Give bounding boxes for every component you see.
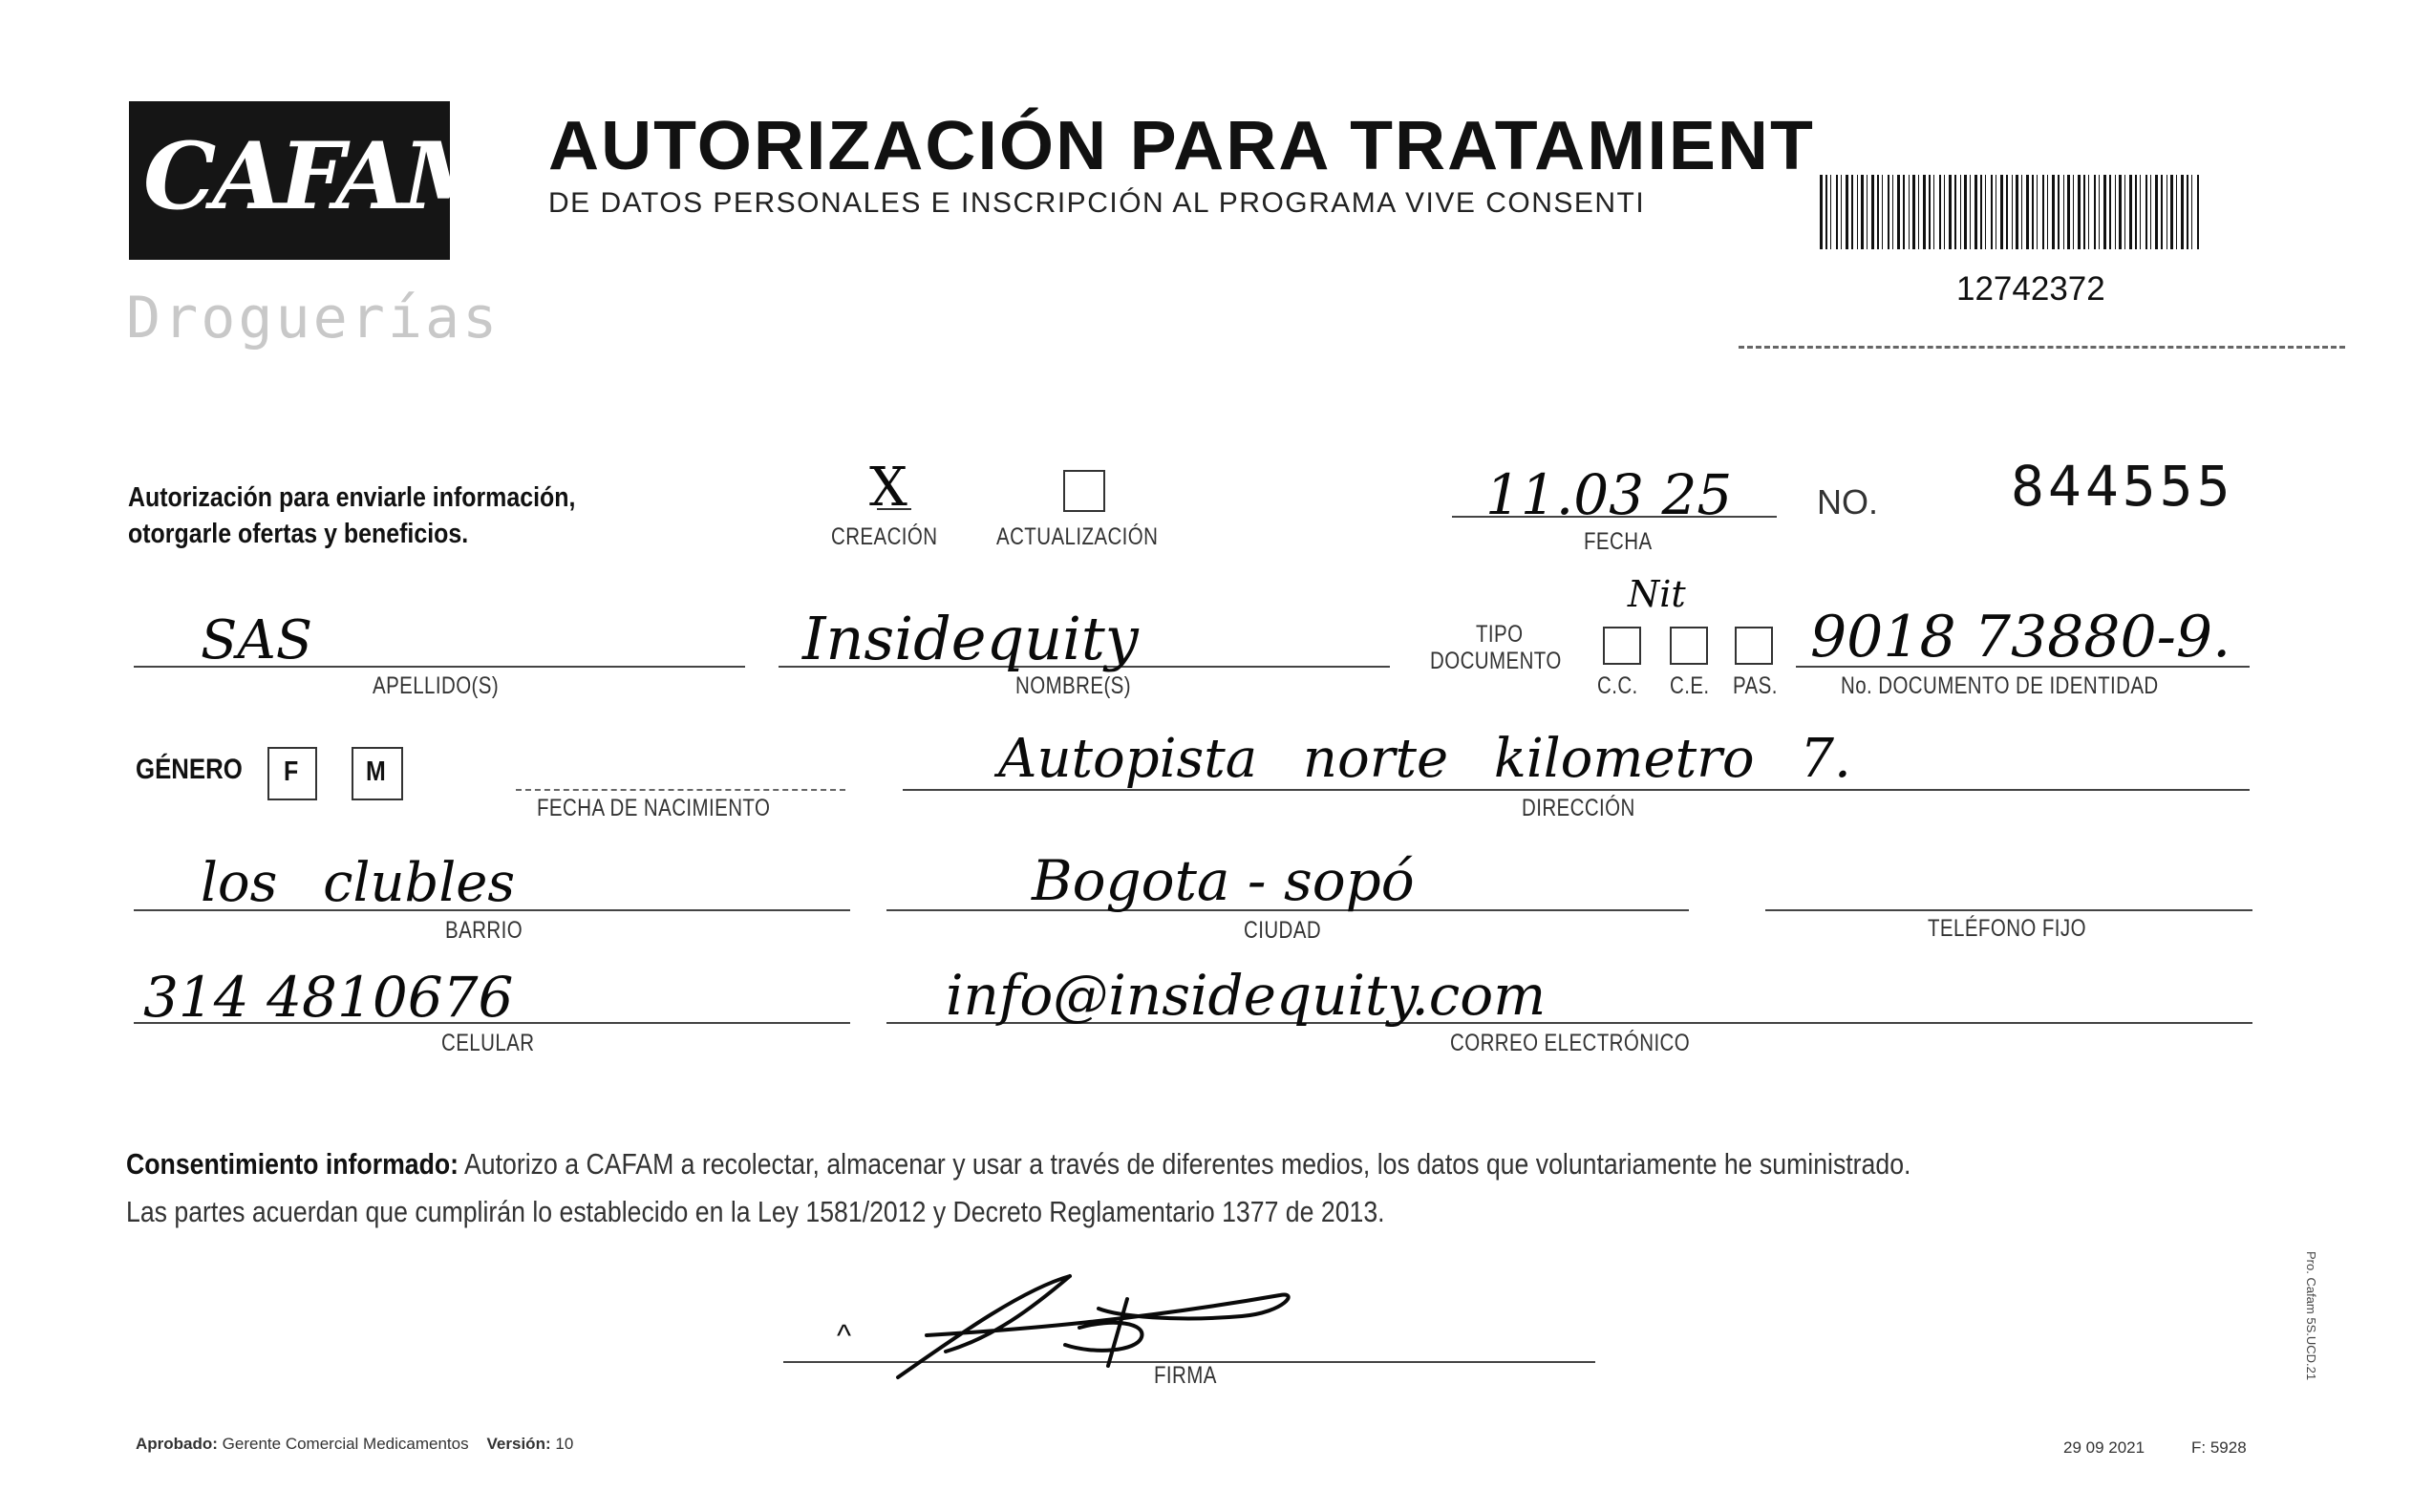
barcode-bar: [2176, 175, 2177, 249]
barcode-bar: [1974, 175, 1977, 249]
barcode-bar: [2170, 175, 2173, 249]
telefono-label: TELÉFONO FIJO: [1928, 915, 2086, 942]
barcode-bar: [2052, 175, 2055, 249]
form-title: AUTORIZACIÓN PARA TRATAMIENT: [548, 108, 1815, 184]
fecha-value[interactable]: 11.03 25: [1485, 462, 1733, 527]
barcode-bar: [2012, 175, 2013, 249]
barcode-bar: [2042, 175, 2044, 249]
barcode-number: 12742372: [1956, 270, 2105, 308]
barcode-bar: [2083, 175, 2085, 249]
barcode-bar: [1960, 175, 1961, 249]
barcode-bar: [1861, 175, 1864, 249]
cc-label: C.C.: [1597, 672, 1638, 699]
header-divider: [1739, 346, 2345, 349]
barcode-bar: [1980, 175, 1982, 249]
tipo-doc-label-2: DOCUMENTO: [1430, 648, 1562, 674]
documento-label: No. DOCUMENTO DE IDENTIDAD: [1841, 672, 2159, 699]
genero-f-label: F: [284, 756, 299, 787]
intro-line-2: otorgarle ofertas y beneficios.: [128, 519, 469, 549]
barcode-bar: [2078, 175, 2081, 249]
barcode-bar: [1954, 175, 1956, 249]
barcode-bar: [1857, 175, 1858, 249]
barcode-bar: [2099, 175, 2100, 249]
apellidos-value[interactable]: SAS: [201, 609, 313, 671]
barcode-bar: [2197, 175, 2199, 249]
creacion-check-mark: X: [869, 457, 907, 519]
barrio-value[interactable]: los clubles: [201, 852, 516, 914]
consentimiento-text: [126, 1140, 1910, 1236]
barcode-bar: [2006, 175, 2008, 249]
barcode-bar: [2000, 175, 2003, 249]
barcode-bar: [1830, 175, 1831, 249]
logo-subtitle: Droguerías: [126, 285, 501, 351]
barcode-bar: [1933, 175, 1934, 249]
creacion-label: CREACIÓN: [831, 523, 938, 550]
barcode-bar: [2135, 175, 2137, 249]
form-subtitle: DE DATOS PERSONALES E INSCRIPCIÓN AL PROGRAMA VIVE CONSENTI: [548, 187, 1646, 219]
footer-approved: [136, 1435, 573, 1454]
barcode-bar: [2124, 175, 2125, 249]
barcode-bar: [2094, 175, 2096, 249]
barcode-bar: [2073, 175, 2074, 249]
barcode-bar: [2155, 175, 2158, 249]
barcode-bar: [1970, 175, 1971, 249]
barcode-bar: [2047, 175, 2048, 249]
consentimiento-line-1: Autorizo a CAFAM a recolectar, almacenar y usar a través de diferentes medios, los datos que voluntariamente he suministrado.: [463, 1147, 1911, 1181]
barcode-bar: [1871, 175, 1874, 249]
firma-label: FIRMA: [1154, 1362, 1217, 1389]
genero-label: GÉNERO: [136, 754, 243, 785]
barcode-bar: [2032, 175, 2034, 249]
direccion-value[interactable]: Autopista norte kilometro 7.: [998, 728, 1851, 790]
correo-label: CORREO ELECTRÓNICO: [1450, 1030, 1691, 1056]
actualizacion-label: ACTUALIZACIÓN: [996, 523, 1159, 550]
barcode-bar: [1929, 175, 1931, 249]
barcode-bar: [2161, 175, 2163, 249]
barcode-bar: [2119, 175, 2122, 249]
barcode-bar: [2088, 175, 2089, 249]
barcode-bar: [1985, 175, 1986, 249]
barcode-bar: [1897, 175, 1900, 249]
barcode-bar: [1825, 175, 1827, 249]
ciudad-value[interactable]: Bogota - sopó: [1032, 848, 1415, 913]
footer-code: F: 5928: [2191, 1438, 2247, 1457]
barcode-bar: [1964, 175, 1967, 249]
barcode-bar: [1867, 175, 1868, 249]
barcode-bar: [1912, 175, 1915, 249]
barcode-bar: [1923, 175, 1926, 249]
barcode-bar: [1820, 175, 1823, 249]
celular-value[interactable]: 314 4810676: [143, 965, 514, 1030]
barcode-bar: [1991, 175, 1993, 249]
tipo-doc-label-1: TIPO: [1476, 621, 1524, 648]
pas-checkbox[interactable]: [1735, 627, 1773, 665]
barcode-bar: [1944, 175, 1945, 249]
barcode-bar: [2145, 175, 2147, 249]
barcode-bar: [1836, 175, 1838, 249]
telefono-line: [1765, 909, 2252, 911]
firma-mark: ^: [837, 1318, 852, 1352]
footer-date: 29 09 2021: [2063, 1438, 2145, 1457]
barcode-bar: [1841, 175, 1842, 249]
barcode-bar: [2150, 175, 2151, 249]
barcode-bar: [1918, 175, 1919, 249]
barcode-bar: [2109, 175, 2111, 249]
barcode-bar: [1882, 175, 1883, 249]
barcode-bar: [2067, 175, 2070, 249]
barcode-bar: [2129, 175, 2132, 249]
numero-value: 844555: [2011, 454, 2234, 519]
barrio-label: BARRIO: [445, 917, 523, 944]
consentimiento-line-2: Las partes acuerdan que cumplirán lo establecido en la Ley 1581/2012 y Decreto Reglamentario 1377 de 2013.: [126, 1195, 1385, 1228]
barcode-bar: [1851, 175, 1853, 249]
barcode-bar: [2140, 175, 2141, 249]
barcode-bar: [2037, 175, 2038, 249]
barcode-bar: [2191, 175, 2192, 249]
version-value: 10: [555, 1435, 574, 1453]
barcode: [1820, 175, 2202, 249]
apellidos-label: APELLIDO(S): [373, 672, 500, 699]
barcode-bar: [2115, 175, 2116, 249]
genero-m-label: M: [366, 756, 386, 787]
nombres-value[interactable]: Insidequity: [802, 604, 1139, 673]
barcode-bar: [1892, 175, 1893, 249]
logo-text: CAFAM: [143, 122, 502, 230]
fecha-nacimiento-label: FECHA DE NACIMIENTO: [537, 795, 771, 821]
barcode-bar: [2181, 175, 2184, 249]
consentimiento-heading: Consentimiento informado:: [126, 1147, 459, 1181]
side-stamp: Pro. Cafam 5S.UCD.21: [2304, 1251, 2318, 1381]
barcode-bar: [2187, 175, 2188, 249]
barcode-bar: [2026, 175, 2029, 249]
version-label: Versión:: [486, 1435, 551, 1453]
barcode-bar: [2058, 175, 2060, 249]
barcode-bar: [2063, 175, 2064, 249]
celular-label: CELULAR: [441, 1030, 535, 1056]
aprobado-value: Gerente Comercial Medicamentos: [222, 1435, 469, 1453]
barcode-bar: [2103, 175, 2106, 249]
cc-checkbox[interactable]: [1603, 627, 1641, 665]
actualizacion-checkbox[interactable]: [1063, 470, 1105, 512]
nombres-label: NOMBRE(S): [1015, 672, 1132, 699]
barcode-bar: [2021, 175, 2022, 249]
intro-line-1: Autorización para enviarle información,: [128, 482, 576, 513]
tipo-doc-note: Nit: [1628, 573, 1686, 615]
barcode-bar: [1846, 175, 1848, 249]
barcode-bar: [1877, 175, 1879, 249]
barcode-bar: [1903, 175, 1905, 249]
fecha-label: FECHA: [1584, 528, 1653, 555]
barcode-bar: [1949, 175, 1952, 249]
barcode-bar: [2016, 175, 2018, 249]
ciudad-label: CIUDAD: [1244, 917, 1322, 944]
numero-label: NO.: [1817, 482, 1879, 522]
correo-value[interactable]: info@insidequity.com: [946, 963, 1547, 1028]
documento-value[interactable]: 9018 73880-9.: [1810, 604, 2231, 671]
ce-label: C.E.: [1670, 672, 1710, 699]
ce-checkbox[interactable]: [1670, 627, 1708, 665]
barcode-bar: [1939, 175, 1941, 249]
fecha-nacimiento-line: [516, 789, 845, 791]
pas-label: PAS.: [1733, 672, 1778, 699]
barcode-bar: [1909, 175, 1910, 249]
direccion-label: DIRECCIÓN: [1522, 795, 1635, 821]
aprobado-label: Aprobado:: [136, 1435, 218, 1453]
signature[interactable]: [888, 1270, 1318, 1385]
barcode-bar: [1888, 175, 1889, 249]
